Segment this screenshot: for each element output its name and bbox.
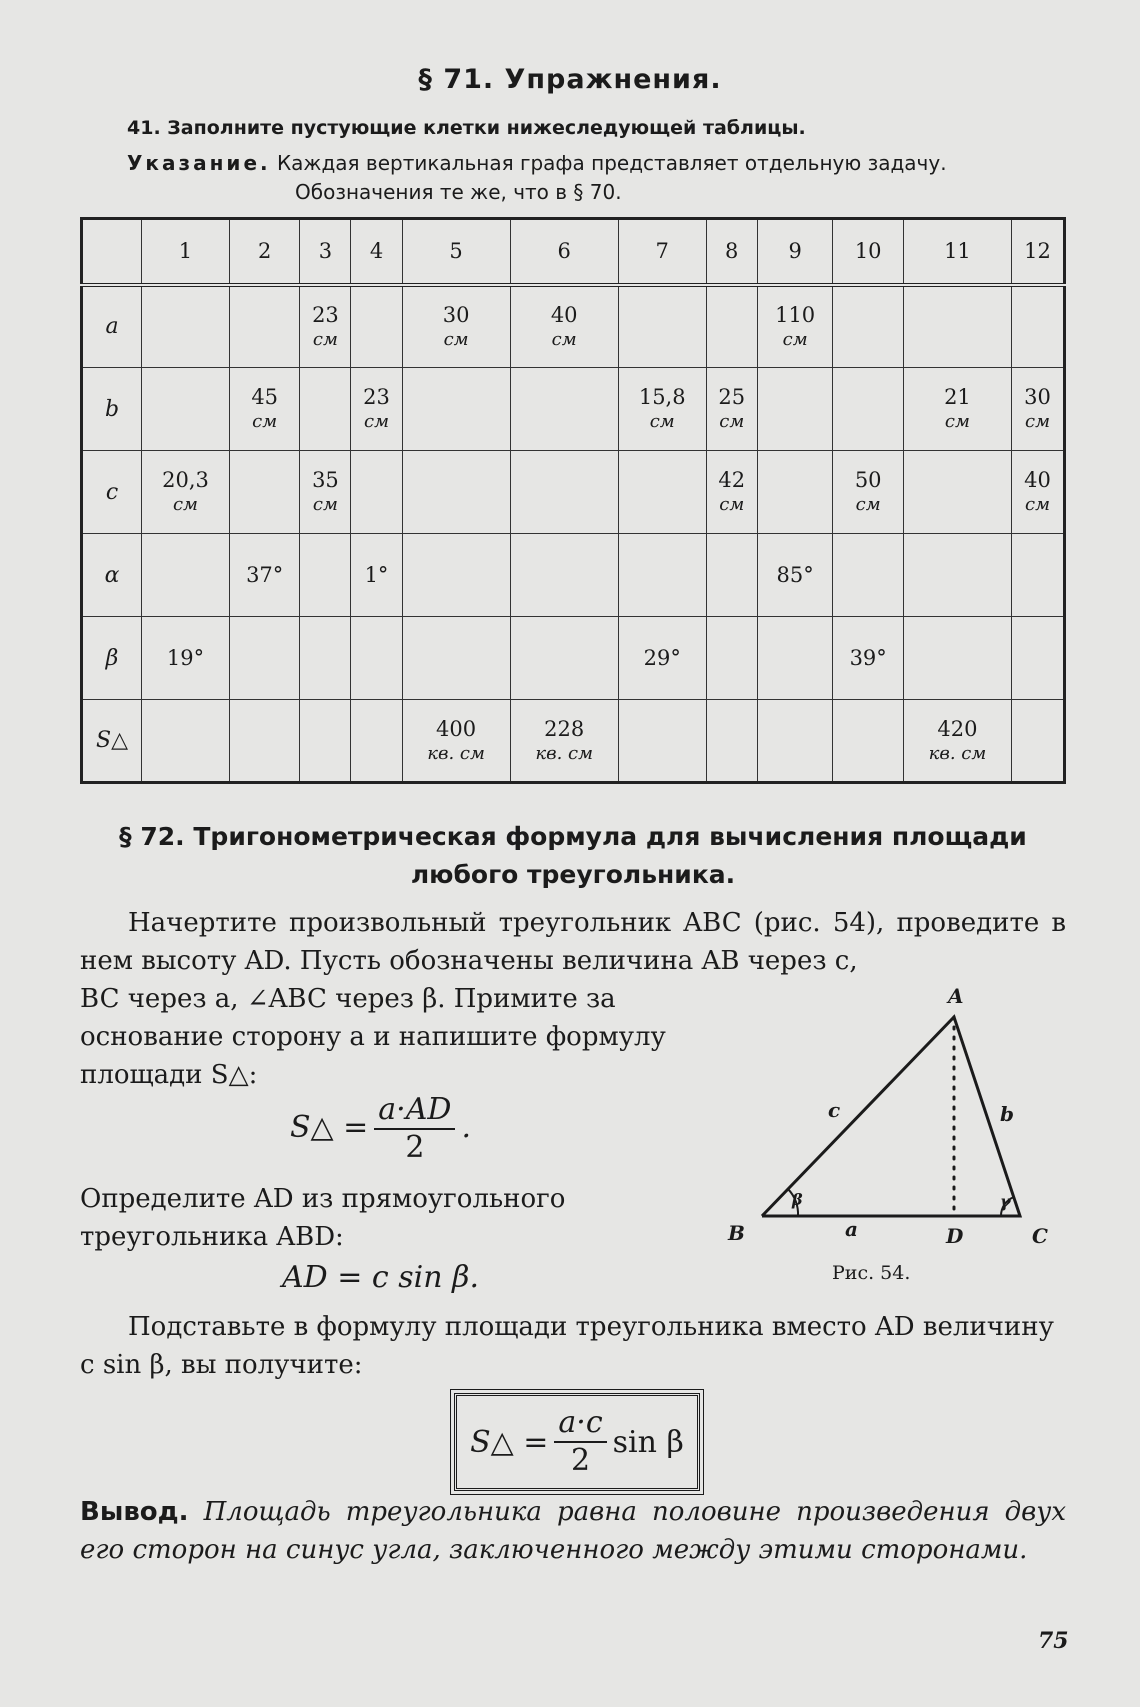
exercise-hint-continued: Обозначения те же, что в § 70.: [295, 180, 622, 204]
formula1-left: S△ =: [290, 1110, 369, 1145]
boxed-numerator: a·c: [554, 1405, 606, 1443]
formula1-denominator: 2: [405, 1130, 425, 1165]
cell-value: 85°: [776, 563, 814, 587]
triangle-abc: [762, 1017, 1020, 1216]
table-cell: [351, 700, 402, 783]
table-cell: [300, 368, 351, 451]
cell-value: 37°: [246, 563, 284, 587]
table-cell: [300, 617, 351, 700]
table-header-row: [82, 219, 1065, 285]
table-cell: [706, 700, 757, 783]
area-formula-base-height: [290, 1092, 471, 1166]
cell-value: 15,8: [638, 385, 686, 409]
column-header: 11: [903, 219, 1011, 285]
table-cell: [300, 700, 351, 783]
table-cell: [402, 534, 510, 617]
table-cell: [706, 285, 757, 368]
table-cell: [618, 451, 706, 534]
table-cell: [300, 451, 351, 534]
angle-gamma-label: γ: [1000, 1192, 1011, 1211]
table-cell: [300, 534, 351, 617]
table-cell: [351, 451, 402, 534]
page-number: 75: [1038, 1628, 1069, 1654]
cell-value: 20,3: [162, 468, 209, 492]
hint-label: Указание.: [127, 151, 271, 175]
cell-unit: см: [944, 411, 970, 432]
column-header: 7: [618, 219, 706, 285]
column-header: 6: [510, 219, 618, 285]
table-row: [82, 368, 1065, 451]
table-cell: [142, 451, 230, 534]
column-header: 3: [300, 219, 351, 285]
table-cell: [1011, 617, 1064, 700]
table-cell: [706, 534, 757, 617]
table-cell: [142, 700, 230, 783]
formula-ad: AD = c sin β.: [282, 1260, 479, 1295]
column-header: 5: [402, 219, 510, 285]
cell-value: 39°: [849, 646, 887, 670]
table-cell: [706, 617, 757, 700]
table-body: [82, 285, 1065, 783]
hint-text: Каждая вертикальная графа представляет отдельную задачу.: [270, 151, 947, 175]
table-cell: [402, 451, 510, 534]
cell-value: 40: [1024, 468, 1051, 492]
table-cell: [618, 700, 706, 783]
table-cell: [757, 368, 833, 451]
table-row: [82, 534, 1065, 617]
table-cell: [229, 617, 299, 700]
paragraph-base-side: BC через a, ∠ABC через β. Примите за основание сторону a и напишите формулу площади S△:: [80, 984, 666, 1090]
cell-unit: см: [649, 411, 675, 432]
cell-value: 1°: [364, 563, 389, 587]
cell-unit: см: [782, 328, 808, 350]
cell-unit: кв. см: [535, 742, 594, 764]
cell-unit: кв. см: [928, 742, 987, 764]
table-cell: [833, 700, 903, 783]
angle-beta-label: β: [792, 1190, 803, 1209]
table-cell: [510, 617, 618, 700]
table-cell: [903, 368, 1011, 451]
exercise-table: [80, 217, 1066, 784]
boxed-left: S△ =: [470, 1424, 549, 1460]
table-cell: [402, 700, 510, 783]
cell-value: 45: [251, 385, 279, 409]
row-label: S△: [82, 700, 142, 783]
table-cell: [229, 368, 299, 451]
table-cell: [833, 368, 903, 451]
paragraph-substitute: Подставьте в формулу площади треугольника вместо AD величину c sin β, вы получите:: [80, 1312, 1054, 1380]
cell-unit: см: [312, 328, 338, 350]
table-cell: [351, 285, 402, 368]
table-cell: [618, 617, 706, 700]
column-header: 8: [706, 219, 757, 285]
column-header: 9: [757, 219, 833, 285]
table-cell: [706, 368, 757, 451]
cell-value: 42: [718, 468, 746, 492]
boxed-right: sin β: [612, 1424, 684, 1460]
table-cell: [833, 285, 903, 368]
figure-caption: Рис. 54.: [832, 1262, 911, 1284]
table-cell: [142, 534, 230, 617]
section-72-title-line1: § 72. Тригонометрическая формула для вычисления площади: [119, 822, 1027, 851]
table-cell: [757, 285, 833, 368]
table-cell: [903, 534, 1011, 617]
cell-value: 35: [312, 468, 339, 492]
table-cell: [229, 534, 299, 617]
row-label: b: [82, 368, 142, 451]
vertex-b-label: B: [728, 1221, 745, 1245]
table-cell: [351, 534, 402, 617]
paragraph-draw-triangle: Начертите произвольный треугольник ABC (рис. 54), проведите в нем высоту AD. Пусть обозначены величина AB через c,: [80, 908, 1066, 976]
table-cell: [300, 285, 351, 368]
table-cell: [142, 285, 230, 368]
formula1-numerator: a·AD: [374, 1092, 455, 1130]
table-cell: [618, 285, 706, 368]
table-cell: [903, 700, 1011, 783]
table-cell: [1011, 534, 1064, 617]
conclusion-paragraph: [80, 1493, 1066, 1569]
table-cell: [757, 451, 833, 534]
cell-value: 228: [544, 716, 585, 741]
table-row: [82, 451, 1065, 534]
cell-value: 23: [312, 302, 339, 327]
table-cell: [142, 368, 230, 451]
table-cell: [618, 368, 706, 451]
table-cell: [833, 451, 903, 534]
column-header: 4: [351, 219, 402, 285]
boxed-fraction: [554, 1405, 606, 1479]
triangle-figure: [720, 985, 1060, 1255]
boxed-denominator: 2: [570, 1443, 591, 1478]
table-cell: [1011, 700, 1064, 783]
table-cell: [706, 451, 757, 534]
conclusion-label: Вывод.: [80, 1497, 189, 1527]
section-71-title: § 71. Упражнения.: [418, 64, 722, 95]
cell-unit: кв. см: [427, 742, 485, 764]
cell-value: 30: [1024, 385, 1051, 409]
cell-unit: см: [1024, 494, 1050, 515]
vertex-d-label: D: [946, 1224, 964, 1248]
exercise-hint: [127, 151, 947, 175]
row-label: a: [82, 285, 142, 368]
table-cell: [229, 700, 299, 783]
table-cell: [903, 617, 1011, 700]
table-cell: [757, 700, 833, 783]
cell-unit: см: [312, 494, 338, 515]
boxed-area-formula: [454, 1393, 700, 1491]
cell-value: 23: [363, 385, 390, 409]
row-label: α: [82, 534, 142, 617]
cell-unit: см: [855, 494, 881, 515]
vertex-c-label: C: [1032, 1224, 1048, 1248]
row-label: c: [82, 451, 142, 534]
cell-value: 19°: [166, 646, 205, 670]
table-cell: [757, 617, 833, 700]
table-row: [82, 285, 1065, 368]
cell-unit: см: [1024, 411, 1050, 432]
cell-value: 110: [775, 302, 816, 327]
table-cell: [229, 451, 299, 534]
row-label: β: [82, 617, 142, 700]
table-cell: [757, 534, 833, 617]
table-cell: [510, 451, 618, 534]
conclusion-text: Площадь треугольника равна половине произведения двух его сторон на синус угла, заключенного между этими сторонами.: [80, 1497, 1066, 1565]
paragraph-determine-ad: Определите AD из прямоугольного треугольника ABD:: [80, 1184, 566, 1252]
cell-value: 420: [937, 716, 978, 741]
table-cell: [402, 368, 510, 451]
cell-value: 21: [944, 385, 971, 409]
side-c-label: c: [828, 1098, 841, 1122]
table-cell: [142, 617, 230, 700]
table-cell: [833, 617, 903, 700]
cell-value: 50: [854, 468, 882, 492]
table-row: [82, 700, 1065, 783]
table-cell: [510, 368, 618, 451]
table-cell: [1011, 368, 1064, 451]
cell-unit: см: [551, 328, 577, 350]
cell-value: 25: [718, 385, 746, 409]
section-72-title: [80, 818, 1066, 894]
table-cell: [510, 285, 618, 368]
table-cell: [229, 285, 299, 368]
column-header: 1: [142, 219, 230, 285]
cell-value: 400: [436, 716, 477, 741]
cell-unit: см: [443, 328, 469, 350]
cell-value: 29°: [643, 646, 681, 670]
column-header: 10: [833, 219, 903, 285]
cell-unit: см: [719, 494, 745, 515]
side-b-label: b: [1000, 1102, 1014, 1126]
table-cell: [903, 451, 1011, 534]
table-cell: [351, 617, 402, 700]
table-row: [82, 617, 1065, 700]
table-cell: [402, 617, 510, 700]
section-72-title-line2: любого треугольника.: [410, 860, 736, 889]
table-cell: [618, 534, 706, 617]
table-cell: [1011, 451, 1064, 534]
corner-cell: [82, 219, 142, 285]
table-cell: [510, 534, 618, 617]
cell-value: 40: [550, 302, 578, 327]
table-cell: [510, 700, 618, 783]
side-a-label: a: [845, 1217, 858, 1241]
cell-unit: см: [719, 411, 745, 432]
column-header: 12: [1011, 219, 1064, 285]
table-cell: [903, 285, 1011, 368]
vertex-a-label: A: [948, 985, 964, 1008]
cell-value: 30: [442, 302, 470, 327]
formula1-end: .: [461, 1110, 471, 1145]
table-cell: [833, 534, 903, 617]
column-header: 2: [229, 219, 299, 285]
table-cell: [1011, 285, 1064, 368]
table-cell: [402, 285, 510, 368]
cell-unit: см: [364, 411, 390, 432]
table-cell: [351, 368, 402, 451]
exercise-task: 41. Заполните пустующие клетки нижеследующей таблицы.: [127, 117, 806, 139]
cell-unit: см: [172, 494, 198, 515]
cell-unit: см: [252, 411, 278, 432]
formula1-fraction: [374, 1092, 455, 1166]
